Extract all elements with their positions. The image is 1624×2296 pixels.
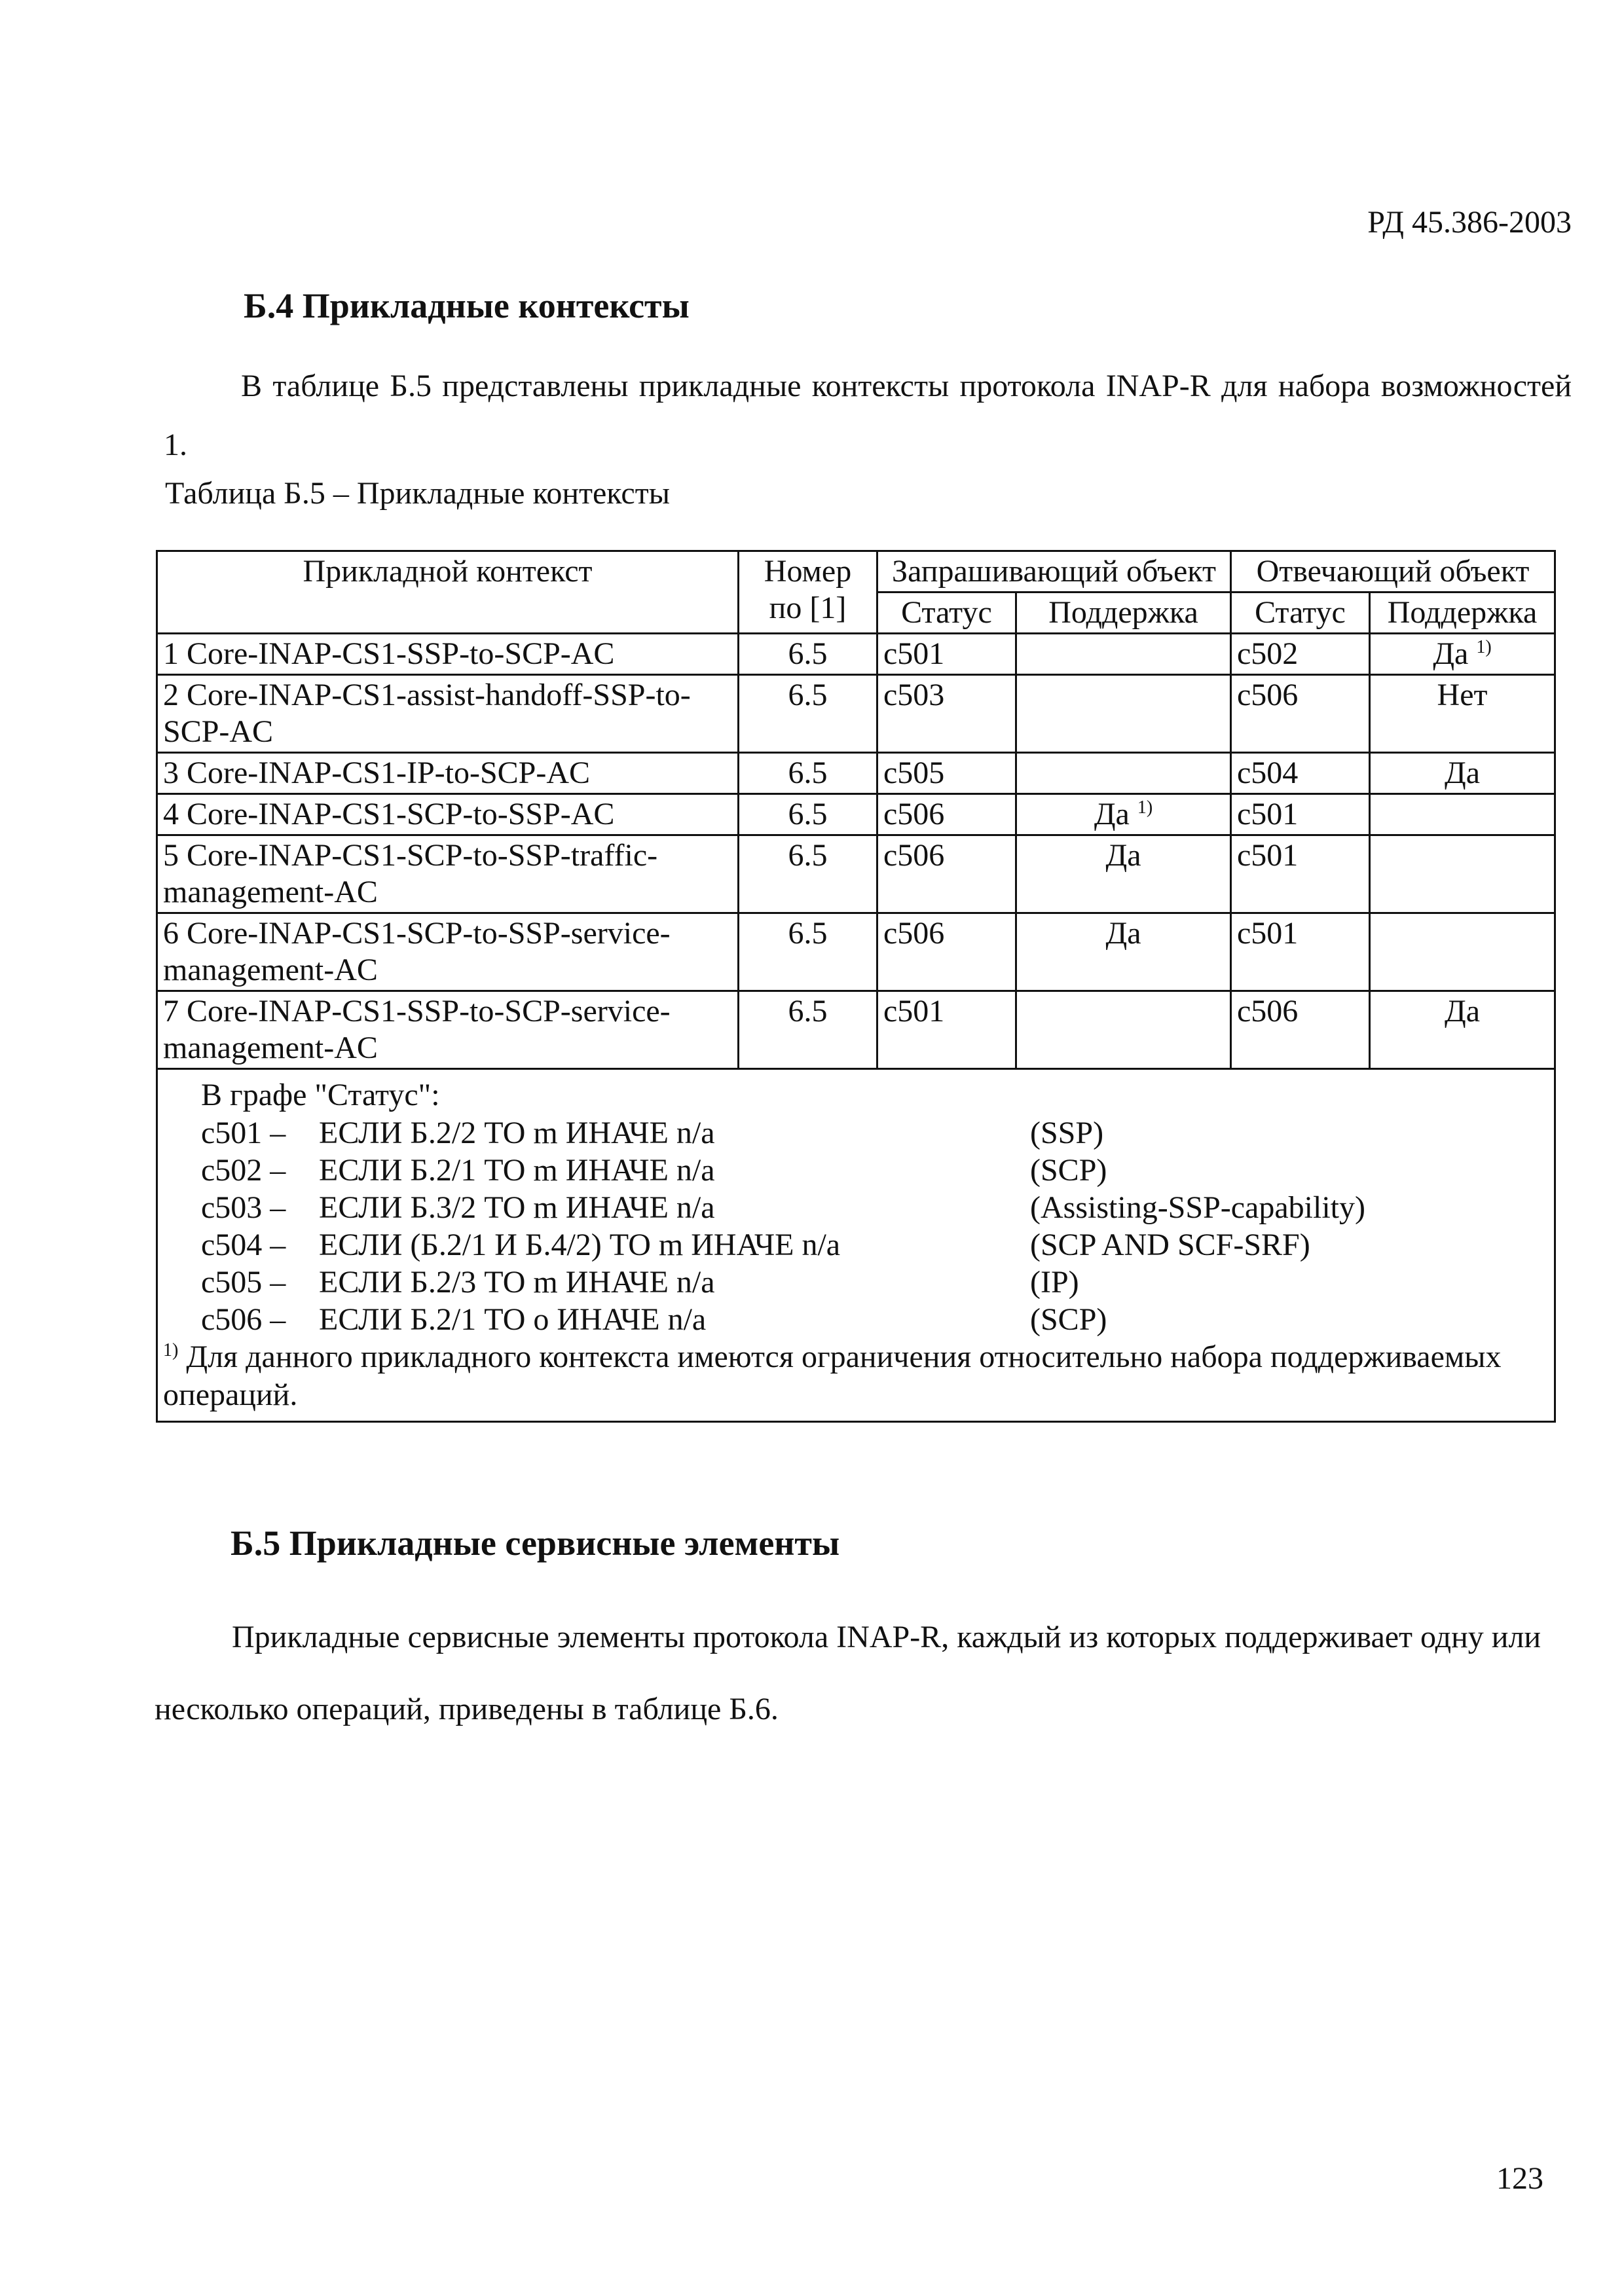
resp-status-cell: c502 bbox=[1231, 634, 1370, 675]
context-cell: 7 Core-INAP-CS1-SSP-to-SCP-service-management-AC bbox=[157, 991, 739, 1069]
resp-status-cell: c504 bbox=[1231, 753, 1370, 794]
resp-status-cell: c506 bbox=[1231, 991, 1370, 1069]
status-definition bbox=[201, 1114, 1515, 1152]
req-support-cell bbox=[1016, 753, 1231, 794]
resp-support-cell: Да bbox=[1370, 991, 1555, 1069]
footnote bbox=[163, 1338, 1515, 1414]
context-cell: 4 Core-INAP-CS1-SCP-to-SSP-AC bbox=[157, 794, 739, 835]
context-cell: 2 Core-INAP-CS1-assist-handoff-SSP-to-SCP-AC bbox=[157, 675, 739, 753]
table-row bbox=[157, 675, 1555, 753]
req-support-cell bbox=[1016, 675, 1231, 753]
status-entity: (SCP AND SCF-SRF) bbox=[1030, 1228, 1310, 1262]
req-status-cell: c501 bbox=[877, 634, 1016, 675]
status-definition bbox=[201, 1226, 1515, 1264]
number-cell: 6.5 bbox=[739, 835, 877, 913]
req-support-cell bbox=[1016, 991, 1231, 1069]
header-req-support: Поддержка bbox=[1016, 592, 1231, 634]
table-notes bbox=[157, 1069, 1555, 1422]
table-caption: Таблица Б.5 – Прикладные контексты bbox=[165, 476, 670, 511]
header-number: Номер по [1] bbox=[739, 551, 877, 634]
req-status-cell: c506 bbox=[877, 913, 1016, 991]
header-resp-support: Поддержка bbox=[1370, 592, 1555, 634]
table-row bbox=[157, 991, 1555, 1069]
status-definition bbox=[201, 1152, 1515, 1189]
resp-support-cell bbox=[1370, 913, 1555, 991]
status-condition: ЕСЛИ (Б.2/1 И Б.4/2) TO m ИНАЧЕ n/a bbox=[319, 1228, 841, 1262]
context-cell: 5 Core-INAP-CS1-SCP-to-SSP-traffic-management-AC bbox=[157, 835, 739, 913]
number-cell: 6.5 bbox=[739, 913, 877, 991]
status-definition bbox=[201, 1189, 1515, 1226]
req-status-cell: c501 bbox=[877, 991, 1016, 1069]
notes-title: В графе "Статус": bbox=[201, 1078, 440, 1112]
status-entity: (SCP) bbox=[1030, 1302, 1107, 1337]
status-code: c504 – bbox=[201, 1228, 286, 1262]
table-row bbox=[157, 835, 1555, 913]
req-support-cell: Да $^{1)}$ bbox=[1016, 794, 1231, 835]
header-context: Прикладной контекст bbox=[157, 551, 739, 634]
status-entity: (SCP) bbox=[1030, 1153, 1107, 1188]
status-condition: ЕСЛИ Б.2/3 TO m ИНАЧЕ n/a bbox=[319, 1265, 715, 1300]
header-responding-object: Отвечающий объект bbox=[1231, 551, 1555, 592]
page-number: 123 bbox=[1496, 2161, 1543, 2196]
footnote-mark: 1) bbox=[163, 1340, 179, 1360]
status-code: c506 – bbox=[201, 1302, 286, 1337]
header-req-status: Статус bbox=[877, 592, 1016, 634]
status-condition: ЕСЛИ Б.3/2 TO m ИНАЧЕ n/a bbox=[319, 1190, 715, 1225]
table-row bbox=[157, 753, 1555, 794]
section-b5-heading: Б.5 Прикладные сервисные элементы bbox=[231, 1523, 840, 1563]
resp-support-cell: Да bbox=[1370, 753, 1555, 794]
status-entity: (IP) bbox=[1030, 1265, 1079, 1300]
status-code: c503 – bbox=[201, 1190, 286, 1225]
resp-status-cell: c501 bbox=[1231, 835, 1370, 913]
req-status-cell: c506 bbox=[877, 794, 1016, 835]
number-cell: 6.5 bbox=[739, 991, 877, 1069]
context-cell: 6 Core-INAP-CS1-SCP-to-SSP-service-management-AC bbox=[157, 913, 739, 991]
status-definition bbox=[201, 1264, 1515, 1301]
resp-status-cell: c506 bbox=[1231, 675, 1370, 753]
application-contexts-table bbox=[156, 550, 1556, 1423]
req-status-cell: c506 bbox=[877, 835, 1016, 913]
status-code: c502 – bbox=[201, 1153, 286, 1188]
status-definition bbox=[201, 1301, 1515, 1338]
number-cell: 6.5 bbox=[739, 634, 877, 675]
resp-support-cell: Нет bbox=[1370, 675, 1555, 753]
req-support-cell: Да bbox=[1016, 835, 1231, 913]
req-support-cell bbox=[1016, 634, 1231, 675]
status-code: c505 – bbox=[201, 1265, 286, 1300]
status-condition: ЕСЛИ Б.2/1 TO m ИНАЧЕ n/a bbox=[319, 1153, 715, 1188]
status-entity: (Assisting-SSP-capability) bbox=[1030, 1190, 1365, 1225]
context-cell: 1 Core-INAP-CS1-SSP-to-SCP-AC bbox=[157, 634, 739, 675]
number-cell: 6.5 bbox=[739, 794, 877, 835]
header-resp-status: Статус bbox=[1231, 592, 1370, 634]
resp-status-cell: c501 bbox=[1231, 913, 1370, 991]
req-status-cell: c503 bbox=[877, 675, 1016, 753]
status-entity: (SSP) bbox=[1030, 1116, 1104, 1150]
table-row bbox=[157, 913, 1555, 991]
header-requesting-object: Запрашивающий объект bbox=[877, 551, 1231, 592]
req-status-cell: c505 bbox=[877, 753, 1016, 794]
resp-support-cell: Да $^{1)}$ bbox=[1370, 634, 1555, 675]
resp-status-cell: c501 bbox=[1231, 794, 1370, 835]
section-b4-paragraph: В таблице Б.5 представлены прикладные контексты протокола INAP-R для набора возможностей 1. bbox=[164, 369, 1572, 462]
status-condition: ЕСЛИ Б.2/1 TO o ИНАЧЕ n/a bbox=[319, 1302, 707, 1337]
section-b4-heading: Б.4 Прикладные контексты bbox=[244, 286, 690, 325]
document-code: РД 45.386-2003 bbox=[1367, 205, 1572, 240]
table-row bbox=[157, 634, 1555, 675]
status-code: c501 – bbox=[201, 1116, 286, 1150]
resp-support-cell bbox=[1370, 835, 1555, 913]
number-cell: 6.5 bbox=[739, 675, 877, 753]
req-support-cell: Да bbox=[1016, 913, 1231, 991]
table-notes-row bbox=[157, 1069, 1555, 1422]
status-condition: ЕСЛИ Б.2/2 TO m ИНАЧЕ n/a bbox=[319, 1116, 715, 1150]
footnote-text: Для данного прикладного контекста имеются ограничения относительно набора поддерживаемых операций. bbox=[163, 1339, 1502, 1412]
section-b5-paragraph: Прикладные сервисные элементы протокола INAP-R, каждый из которых поддерживает одну или несколько операций, приведены в таблице Б.6. bbox=[155, 1620, 1541, 1726]
resp-support-cell bbox=[1370, 794, 1555, 835]
context-cell: 3 Core-INAP-CS1-IP-to-SCP-AC bbox=[157, 753, 739, 794]
table-row bbox=[157, 794, 1555, 835]
number-cell: 6.5 bbox=[739, 753, 877, 794]
